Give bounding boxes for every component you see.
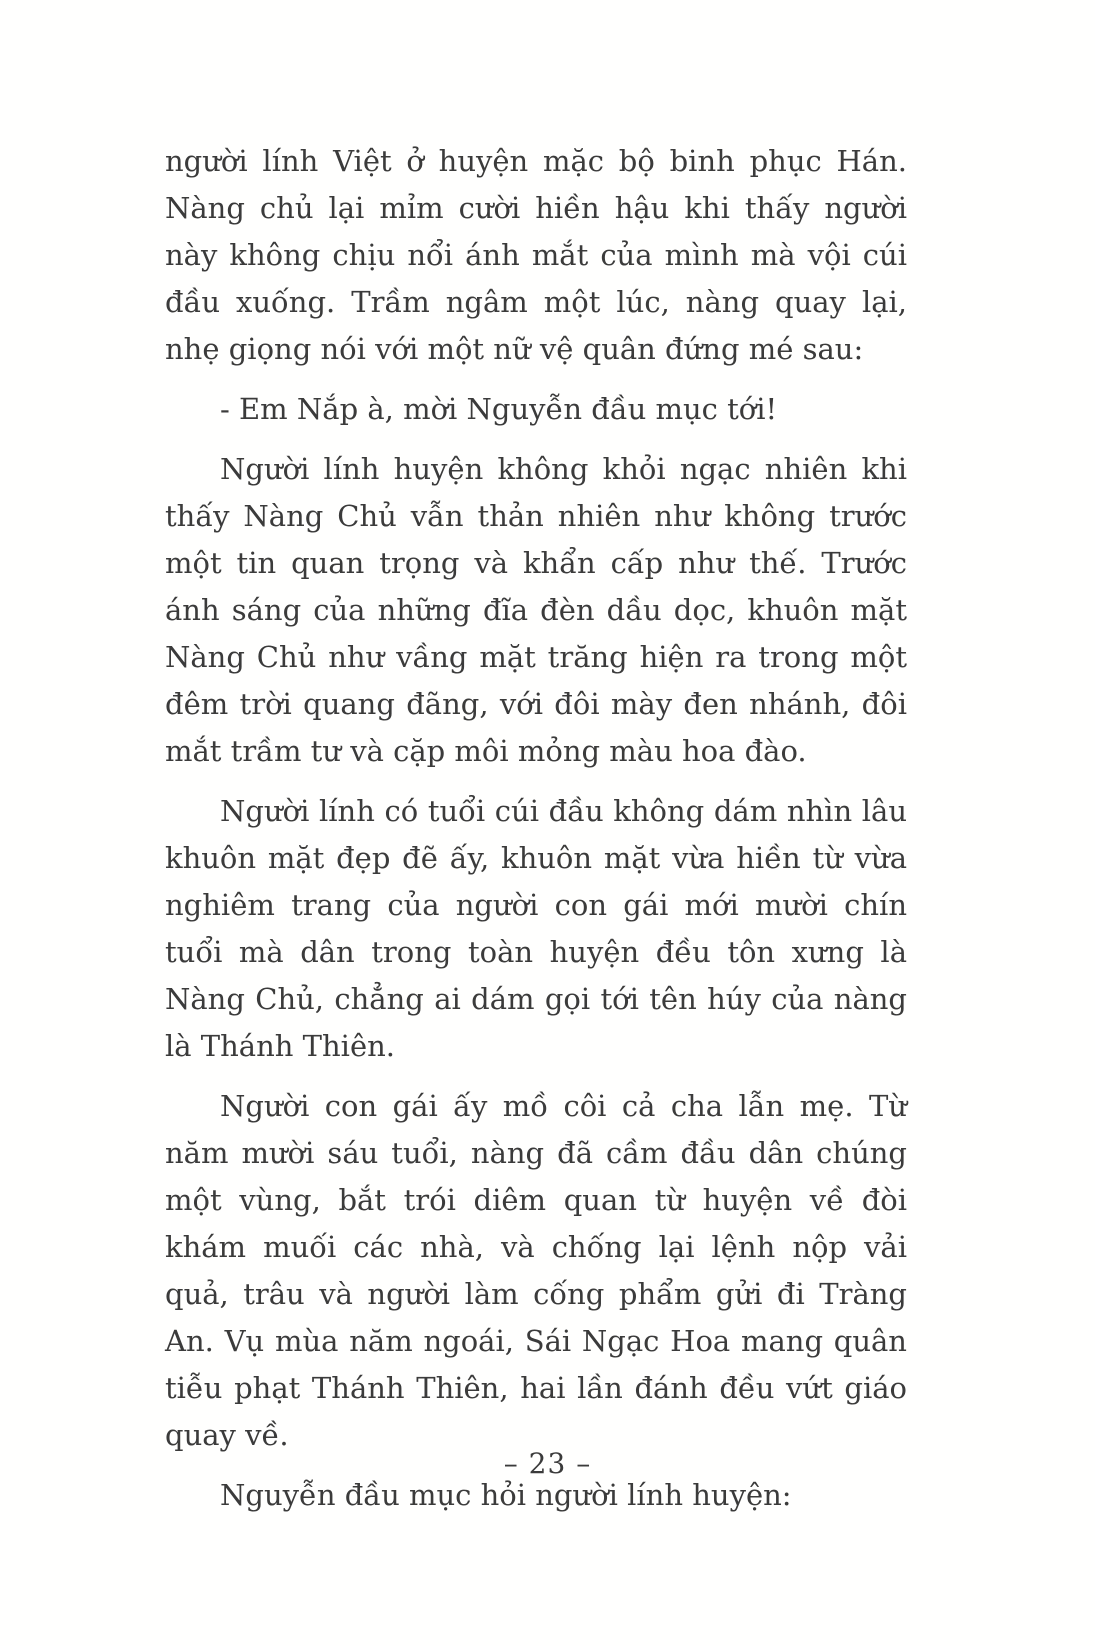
paragraph: Người lính huyện không khỏi ngạc nhiên khi thấy Nàng Chủ vẫn thản nhiên như không trước một tin quan trọng và khẩn cấp như thế. Trước ánh sáng của những đĩa đèn dầu dọc, khuôn mặt Nàng Chủ như vầng mặt trăng hiện ra trong một đêm trời quang đãng, với đôi mày đen nhánh, đôi mắt trầm tư và cặp môi mỏng màu hoa đào. [165,452,907,768]
page-text [165,138,907,1532]
paragraph: Người lính có tuổi cúi đầu không dám nhìn lâu khuôn mặt đẹp đẽ ấy, khuôn mặt vừa hiền từ vừa nghiêm trang của người con gái mới mười chín tuổi mà dân trong toàn huyện đều tôn xưng là Nàng Chủ, chẳng ai dám gọi tới tên húy của nàng là Thánh Thiên. [165,794,907,1063]
page-number: – 23 – [503,1447,592,1480]
dialogue-line: - Em Nắp à, mời Nguyễn đầu mục tới! [220,392,778,426]
paragraph: Người con gái ấy mồ côi cả cha lẫn mẹ. Từ năm mười sáu tuổi, nàng đã cầm đầu dân chúng một vùng, bắt trói diêm quan từ huyện về đòi khám muối các nhà, và chống lại lệnh nộp vải quả, trâu và người làm cống phẩm gửi đi Tràng An. Vụ mùa năm ngoái, Sái Ngạc Hoa mang quân tiễu phạt Thánh Thiên, hai lần đánh đều vứt giáo quay về. [165,1089,907,1452]
paragraph: Nguyễn đầu mục hỏi người lính huyện: [220,1478,792,1512]
paragraph: người lính Việt ở huyện mặc bộ binh phục Hán. Nàng chủ lại mỉm cười hiền hậu khi thấy người này không chịu nổi ánh mắt của mình mà vội cúi đầu xuống. Trầm ngâm một lúc, nàng quay lại, nhẹ giọng nói với một nữ vệ quân đứng mé sau: [165,144,907,366]
